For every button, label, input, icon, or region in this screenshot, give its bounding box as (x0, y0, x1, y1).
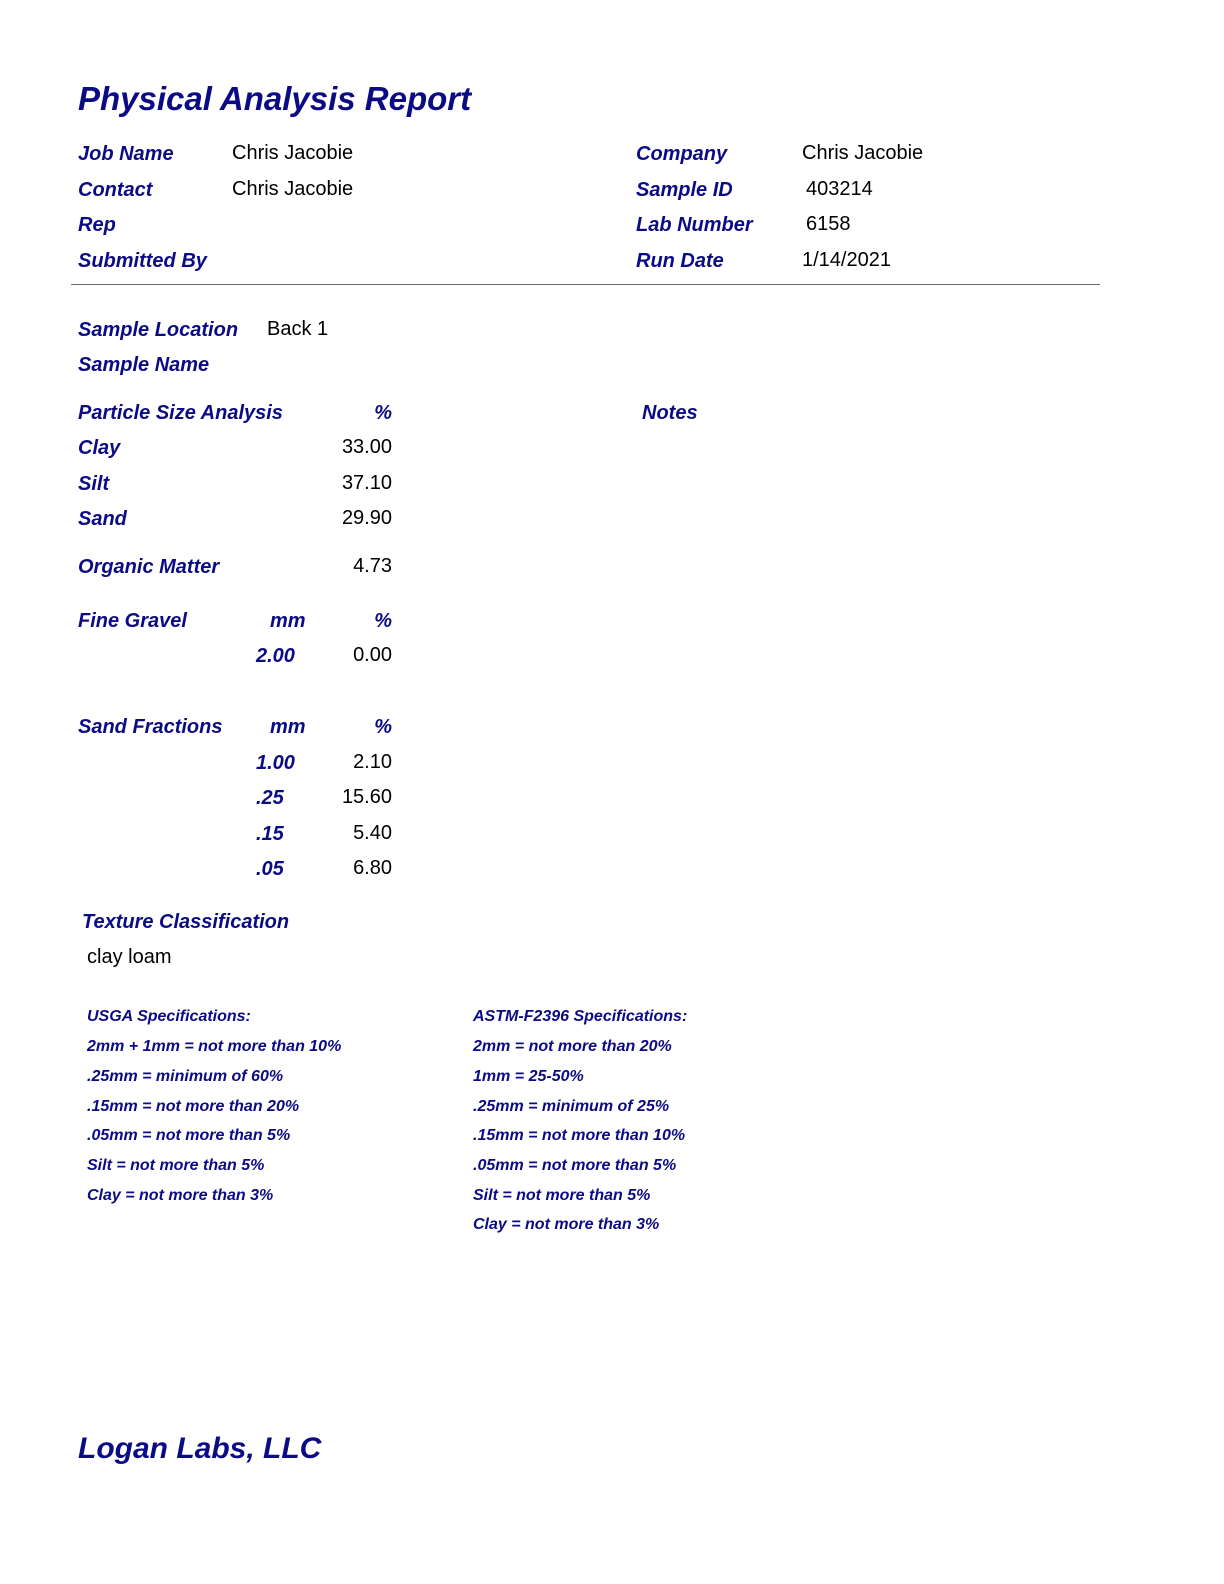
astm-spec-line: .25mm = minimum of 25% (473, 1098, 670, 1115)
astm-spec-line: Silt = not more than 5% (473, 1187, 651, 1204)
astm-spec-line: Clay = not more than 3% (473, 1216, 660, 1233)
texture-classification-value: clay loam (87, 946, 172, 968)
clay-value: 33.00 (341, 436, 392, 458)
sand-fraction-mm: 1.00 (256, 752, 295, 774)
footer-company-name: Logan Labs, LLC (78, 1432, 322, 1465)
sand-fractions-label: Sand Fractions (78, 716, 223, 738)
silt-value: 37.10 (341, 472, 392, 494)
fine-gravel-mm: 2.00 (256, 645, 295, 667)
astm-spec-line: 1mm = 25-50% (473, 1068, 584, 1085)
astm-spec-line: .15mm = not more than 10% (473, 1127, 686, 1144)
sand-fractions-mm-header: mm (270, 716, 306, 738)
notes-label: Notes (642, 402, 698, 424)
organic-matter-value: 4.73 (353, 555, 392, 577)
sand-label: Sand (78, 508, 127, 530)
sand-value: 29.90 (341, 507, 392, 529)
organic-matter-label: Organic Matter (78, 556, 220, 578)
silt-label: Silt (78, 473, 110, 495)
usga-spec-line: 2mm + 1mm = not more than 10% (87, 1038, 342, 1055)
sand-fraction-pct: 2.10 (353, 751, 392, 773)
astm-spec-line: 2mm = not more than 20% (473, 1038, 672, 1055)
submitted-by-label: Submitted By (78, 250, 207, 272)
astm-spec-heading: ASTM-F2396 Specifications: (473, 1008, 688, 1025)
texture-classification-label: Texture Classification (82, 911, 290, 933)
sand-fraction-mm: .15 (256, 823, 284, 845)
usga-spec-heading: USGA Specifications: (87, 1008, 251, 1025)
particle-pct-header: % (374, 402, 392, 424)
lab-number-value: 6158 (806, 213, 851, 235)
contact-value: Chris Jacobie (232, 178, 354, 200)
sand-fraction-mm: .05 (256, 858, 284, 880)
job-name-label: Job Name (78, 143, 174, 165)
lab-number-label: Lab Number (636, 214, 753, 236)
fine-gravel-pct: 0.00 (353, 644, 392, 666)
clay-label: Clay (78, 437, 121, 459)
run-date-value: 1/14/2021 (802, 249, 891, 271)
fine-gravel-label: Fine Gravel (78, 610, 187, 632)
sample-id-value: 403214 (806, 178, 873, 200)
particle-size-heading: Particle Size Analysis (78, 402, 283, 424)
fine-gravel-mm-header: mm (270, 610, 306, 632)
job-name-value: Chris Jacobie (232, 142, 354, 164)
contact-label: Contact (78, 179, 153, 201)
sand-fractions-pct-header: % (374, 716, 392, 738)
page-title: Physical Analysis Report (78, 80, 472, 117)
sample-id-label: Sample ID (636, 179, 733, 201)
sample-location-label: Sample Location (78, 319, 239, 341)
sand-fraction-mm: .25 (256, 787, 284, 809)
sand-fraction-pct: 5.40 (353, 822, 392, 844)
sample-name-label: Sample Name (78, 354, 210, 376)
sample-location-value: Back 1 (267, 318, 329, 340)
company-label: Company (636, 143, 728, 165)
usga-spec-line: Clay = not more than 3% (87, 1187, 274, 1204)
sand-fraction-pct: 6.80 (353, 857, 392, 879)
header-divider (71, 284, 1100, 285)
usga-spec-line: .15mm = not more than 20% (87, 1098, 300, 1115)
company-value: Chris Jacobie (802, 142, 924, 164)
fine-gravel-pct-header: % (374, 610, 392, 632)
sand-fraction-pct: 15.60 (341, 786, 392, 808)
usga-spec-line: Silt = not more than 5% (87, 1157, 265, 1174)
astm-spec-line: .05mm = not more than 5% (473, 1157, 677, 1174)
usga-spec-line: .05mm = not more than 5% (87, 1127, 291, 1144)
usga-spec-line: .25mm = minimum of 60% (87, 1068, 284, 1085)
rep-label: Rep (78, 214, 116, 236)
run-date-label: Run Date (636, 250, 724, 272)
